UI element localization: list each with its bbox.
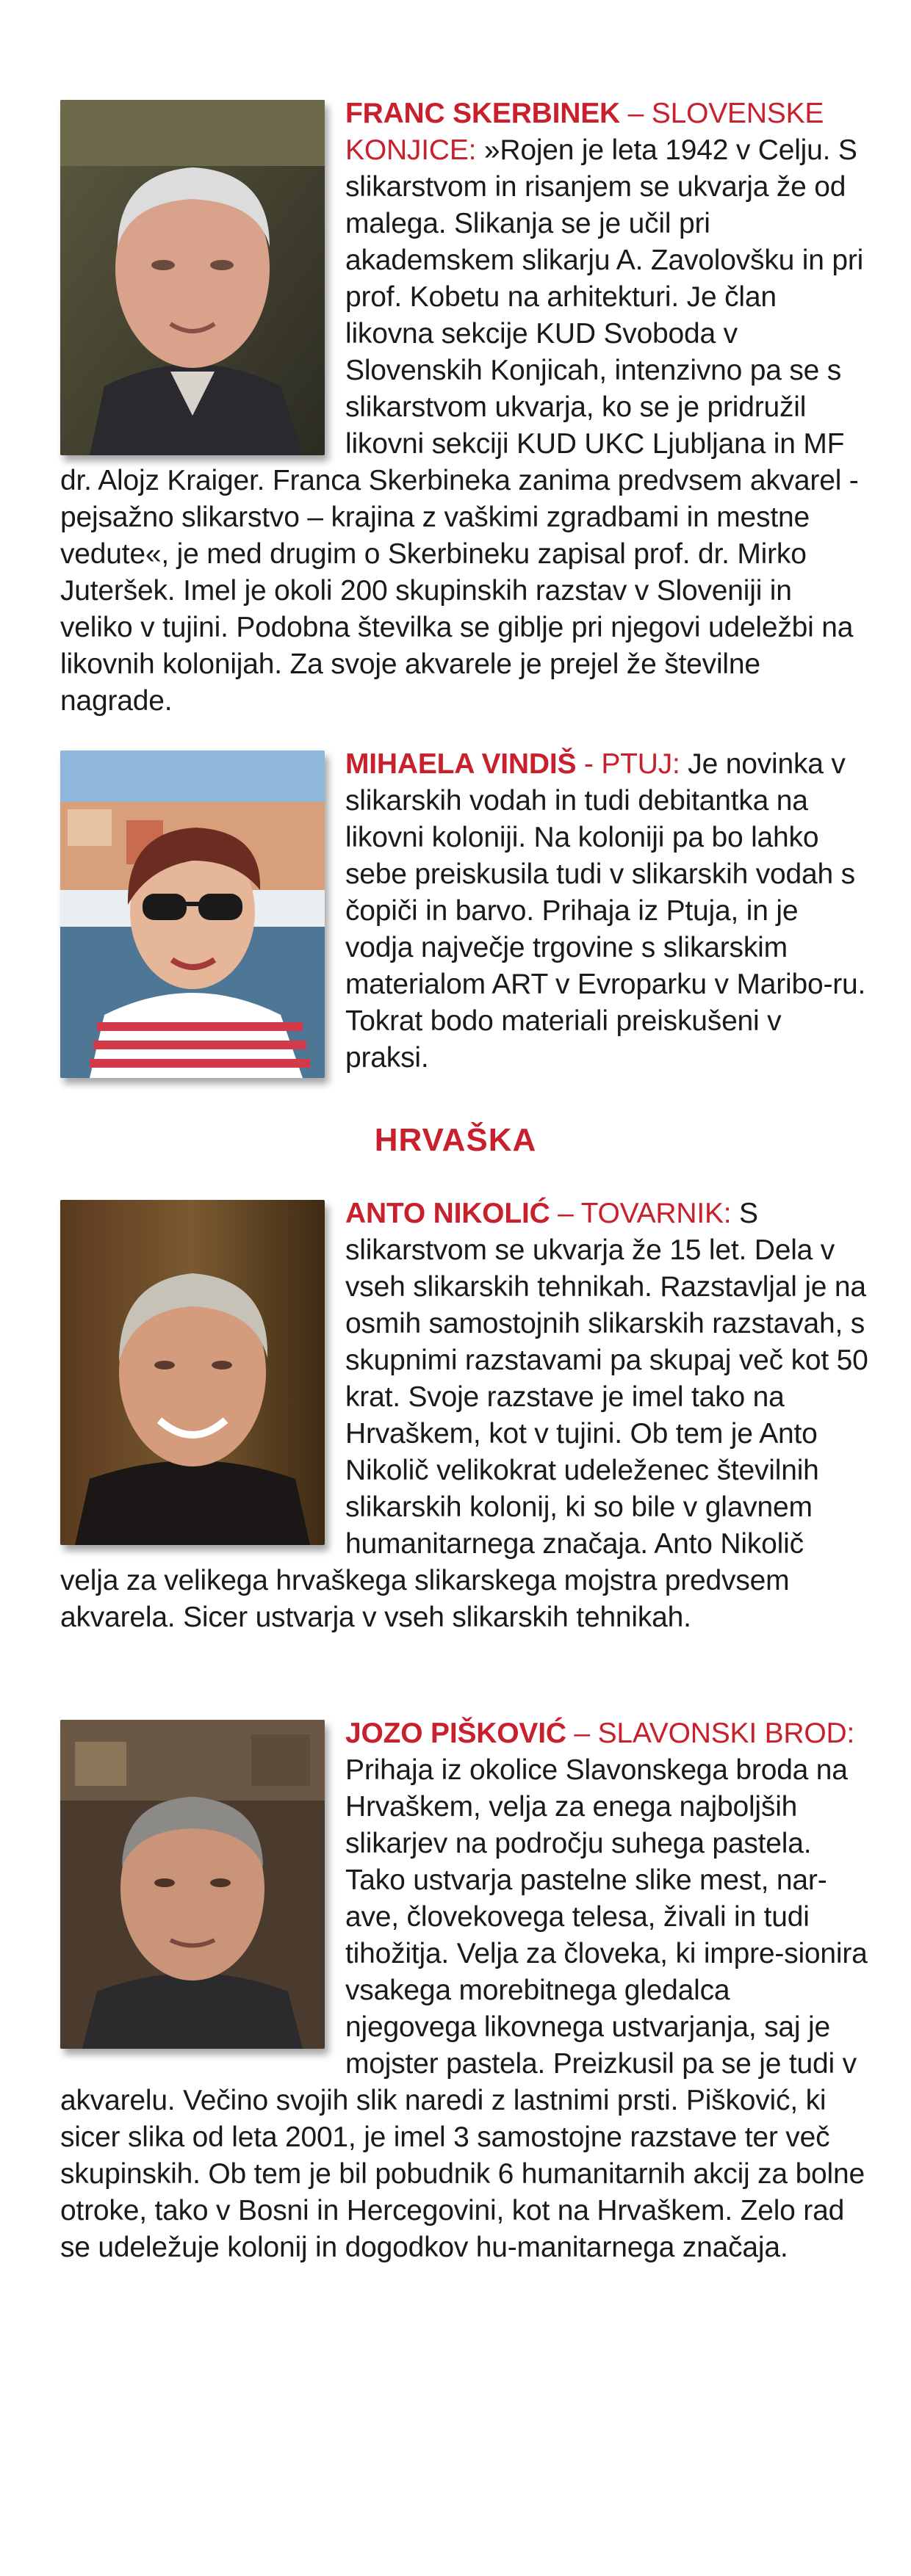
artist-location: PTUJ: bbox=[601, 748, 680, 780]
portrait-anto-nikolic bbox=[60, 1200, 325, 1545]
artist-bio-franc-skerbinek bbox=[60, 95, 868, 720]
portrait-jozo-piskovic bbox=[60, 1720, 325, 2049]
artist-description: S slikarstvom se ukvarja že 15 let. Dela v vseh slikarskih tehnikah. Razstavljal je na osmih samostojnih slikarskih razstavah, s skupnimi razstavami pa skupaj več kot 50 krat. Svoje razstave je imel tako na Hrvaškem, kot v tujini. Ob tem je Anto Nikolič velikokrat udeleženec številnih slikarskih kolonij, ki so bile v glavnem humanitarnega značaja. Anto Nikolič velja za velikega hrvaškega slikarskega mojstra predvsem akvarela. Sicer ustvarja v vseh slikarskih tehnikah. bbox=[60, 1198, 868, 1633]
artist-location: SLAVONSKI BROD: bbox=[597, 1718, 855, 1749]
artist-location: SLOVENSKE KONJICE: bbox=[345, 98, 824, 166]
artist-name: JOZO PIŠKOVIĆ bbox=[345, 1718, 566, 1749]
separator: – bbox=[550, 1198, 581, 1229]
artist-description: Je novinka v slikarskih vodah in tudi debitantka na likovni koloniji. Na koloniji pa bo lahko sebe preiskusila tudi v slikarskih vodah s čopiči in barvo. Prihaja iz Ptuja, in je vodja največje trgovine s slikarskim materialom ART v Evroparku v Maribo-ru. Tokrat bodo materiali preiskušeni v praksi. bbox=[345, 748, 866, 1074]
artist-description: Prihaja iz okolice Slavonskega broda na Hrvaškem, velja za enega najboljših slikarjev na področju suhega pastela. Tako ustvarja pastelne slike mest, nar-ave, človekovega telesa, živali in tudi tihožitja. Velja za človeka, ki impre-sionira vsakega morebitnega gledalca njegovega likovnega ustvarjanja, saj je mojster pastela. Preizkusil pa se je tudi v akvarelu. Večino svojih slik naredi z lastnimi prsti. Pišković, ki sicer slika od leta 2001, je imel 3 samostojne razstave ter več skupinskih. Ob tem je bil pobudnik 6 humanitarnih akcij za bolne otroke, tako v Bosni in Hercegovini, kot na Hrvaškem. Zelo rad se udeležuje kolonij in dogodkov hu-manitarnega značaja. bbox=[60, 1754, 868, 2263]
section-title: HRVAŠKA bbox=[374, 1122, 537, 1158]
separator: – bbox=[566, 1718, 598, 1749]
separator: - bbox=[576, 748, 602, 780]
artist-bio-mihaela-vindis bbox=[60, 746, 868, 1078]
artist-name: ANTO NIKOLIĆ bbox=[345, 1198, 550, 1229]
artist-bio-jozo-piskovic bbox=[60, 1715, 868, 2266]
artist-name: MIHAELA VINDIŠ bbox=[345, 748, 577, 780]
artist-location: TOVARNIK: bbox=[580, 1198, 732, 1229]
separator: – bbox=[620, 98, 652, 129]
portrait-franc-skerbinek bbox=[60, 100, 325, 455]
portrait-mihaela-vindis bbox=[60, 750, 325, 1078]
artist-name: FRANC SKERBINEK bbox=[345, 98, 621, 129]
artist-bio-anto-nikolic bbox=[60, 1195, 868, 1636]
artist-description: »Rojen je leta 1942 v Celju. S slikarstvom in risanjem se ukvarja že od malega. Slikanja se je učil pri akademskem slikarju A. Zavolovšku in pri prof. Kobetu na arhitekturi. Je član likovna sekcije KUD Svoboda v Slovenskih Konjicah, intenzivno pa se s slikarstvom ukvarja, ko se je pridružil likovni sekciji KUD UKC Ljubljana in MF dr. Alojz Kraiger. Franca Skerbineka zanima predvsem akvarel - pejsažno slikarstvo – krajina z vaškimi zgradbami in mestne vedute«, je med drugim o Skerbineku zapisal prof. dr. Mirko Juteršek. Imel je okoli 200 skupinskih razstav v Sloveniji in veliko v tujini. Podobna številka se giblje pri njegovi udeležbi na likovnih kolonijah. Za svoje akvarele je prejel že številne nagrade. bbox=[60, 134, 864, 717]
